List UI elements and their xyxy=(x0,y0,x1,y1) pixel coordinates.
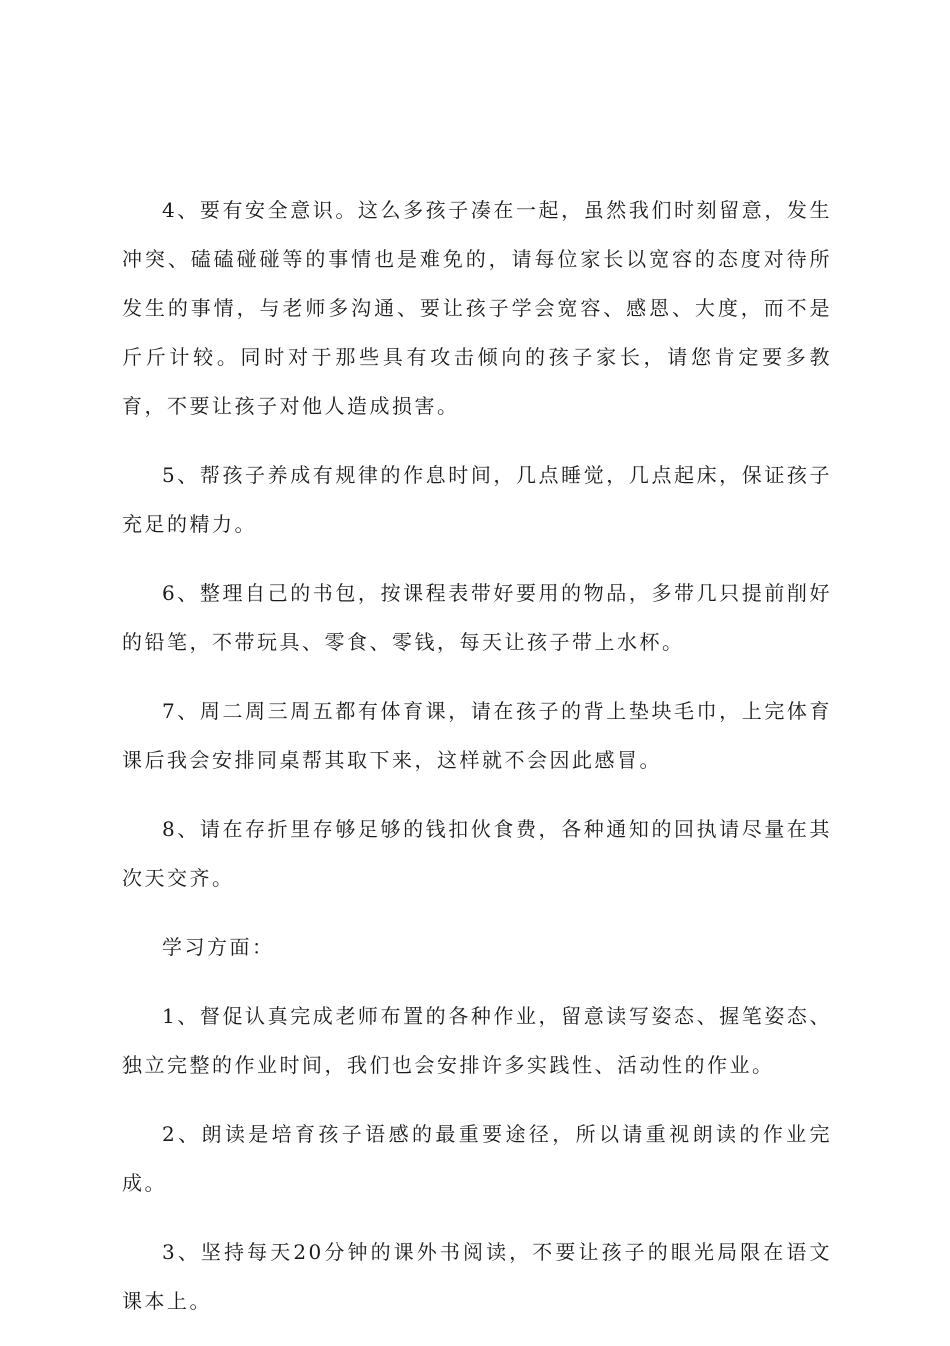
paragraph-reading-aloud: 2、朗读是培育孩子语感的最重要途径，所以请重视朗读的作业完成。 xyxy=(122,1122,832,1195)
paragraph-pe-class: 7、周二周三周五都有体育课，请在孩子的背上垫块毛巾，上完体育课后我会安排同桌帮其取下来，这样就不会因此感冒。 xyxy=(122,699,832,772)
paragraph-extracurricular-reading: 3、坚持每天20分钟的课外书阅读，不要让孩子的眼光局限在语文课本上。 xyxy=(122,1240,832,1313)
section-heading-study: 学习方面： xyxy=(162,935,275,959)
paragraph-sleep-schedule: 5、帮孩子养成有规律的作息时间，几点睡觉，几点起床，保证孩子充足的精力。 xyxy=(122,463,832,536)
paragraph-safety-awareness: 4、要有安全意识。这么多孩子凑在一起，虽然我们时刻留意，发生冲突、磕磕碰碰等的事情也是难免的，请每位家长以宽容的态度对待所发生的事情，与老师多沟通、要让孩子学会宽容、感恩、大度，而不是斤斤计较。同时对于那些具有攻击倾向的孩子家长，请您肯定要多教育，不要让孩子对他人造成损害。 xyxy=(122,198,832,418)
document-body xyxy=(122,186,832,1346)
paragraph-meal-fees: 8、请在存折里存够足够的钱扣伙食费，各种通知的回执请尽量在其次天交齐。 xyxy=(122,817,832,890)
paragraph-homework: 1、督促认真完成老师布置的各种作业，留意读写姿态、握笔姿态、独立完整的作业时间，我们也会安排许多实践性、活动性的作业。 xyxy=(122,1004,832,1077)
paragraph-school-bag: 6、整理自己的书包，按课程表带好要用的物品，多带几只提前削好的铅笔，不带玩具、零食、零钱，每天让孩子带上水杯。 xyxy=(122,581,832,654)
